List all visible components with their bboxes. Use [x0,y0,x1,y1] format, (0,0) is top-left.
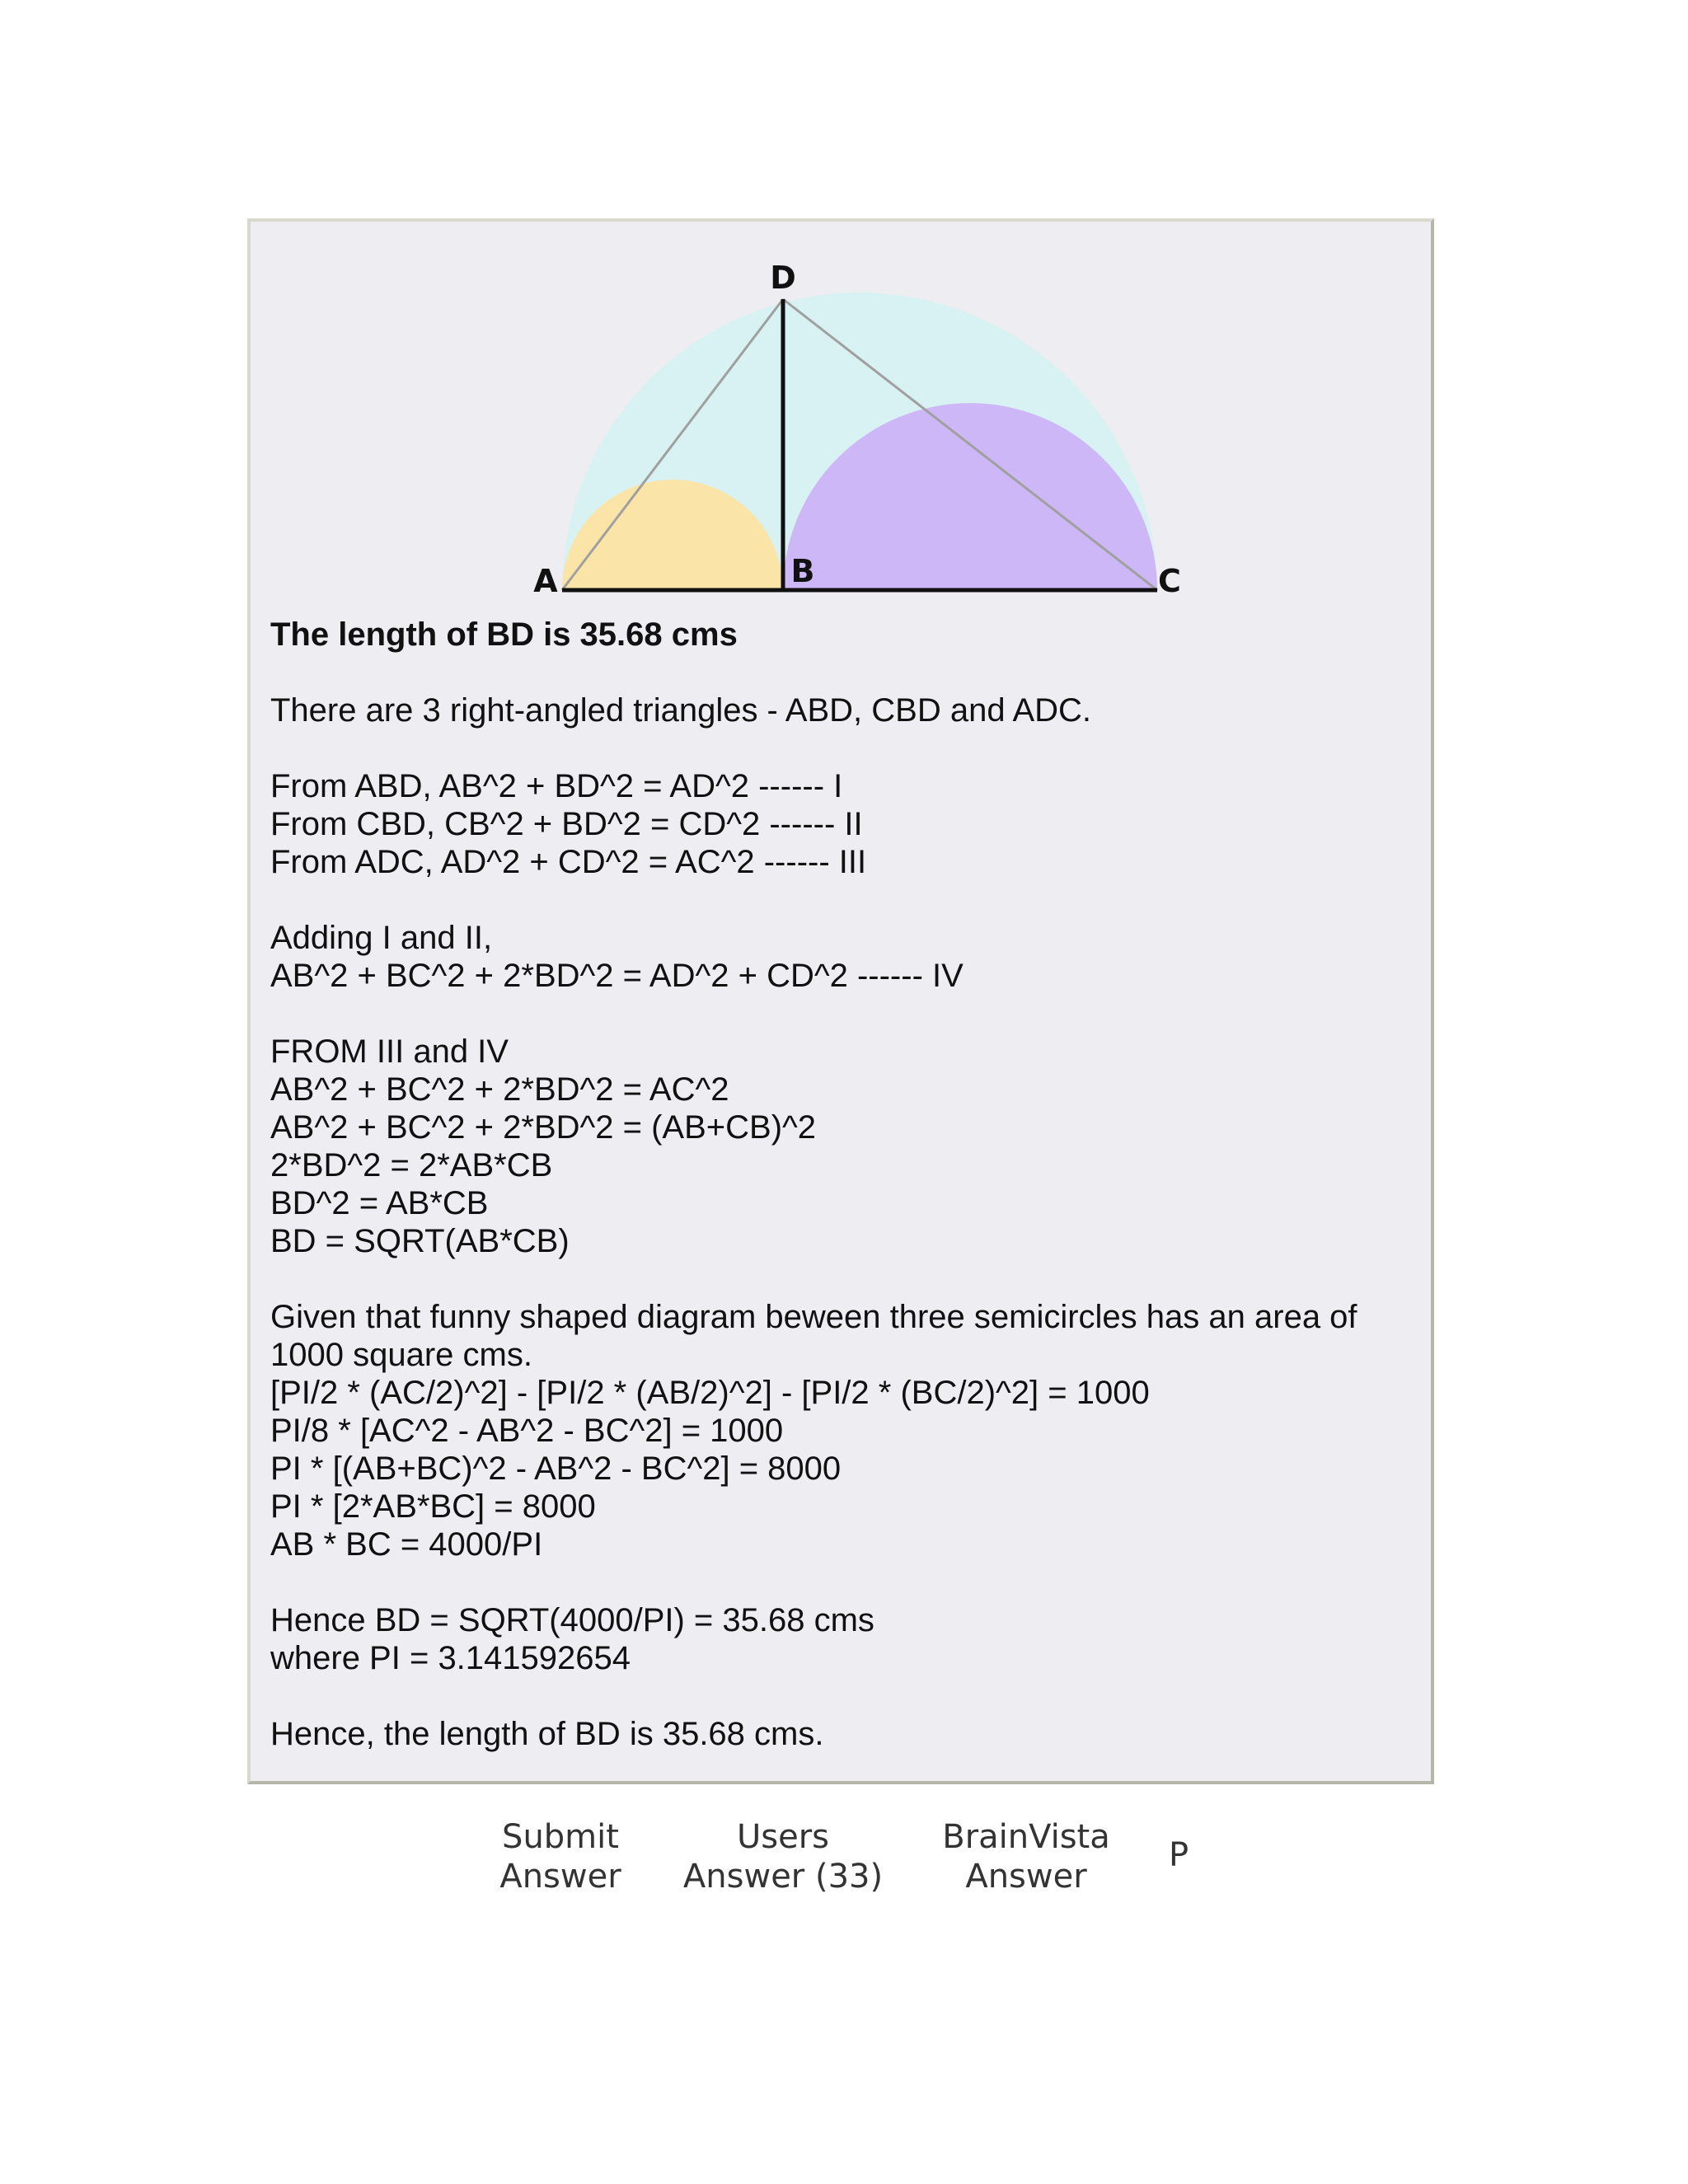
answer-heading-text: The length of BD is 35.68 cms [270,616,738,653]
users-answer-line-1: Users [736,1818,829,1856]
derivation-paragraph [270,1033,1416,1260]
equation-line: From CBD, CB^2 + BD^2 = CD^2 ------ II [270,806,863,842]
semicircle-diagram [514,242,1181,599]
derivation-line: AB^2 + BC^2 + 2*BD^2 = AC^2 [270,1071,729,1108]
p-link-label: P [1168,1836,1189,1874]
area-paragraph [270,1298,1416,1563]
equation-line: From ADC, AD^2 + CD^2 = AC^2 ------ III [270,844,867,880]
semicircle-diagram-svg [514,242,1181,599]
brainvista-answer-line-2: Answer [965,1858,1087,1896]
p-link[interactable] [1154,1835,1203,1875]
conclusion-paragraph [270,1715,1416,1753]
intro-line: There are 3 right-angled triangles - ABD, CBD and ADC. [270,692,1092,729]
result-line: where PI = 3.141592654 [270,1640,631,1676]
adding-paragraph [270,919,1416,995]
users-answer-line-2: Answer (33) [682,1858,884,1896]
submit-answer-line-1: Submit [502,1818,619,1856]
answer-heading [270,616,1416,654]
intro-paragraph [270,691,1416,729]
label-d: D [770,260,796,296]
area-line: AB * BC = 4000/PI [270,1526,543,1563]
solution-text [270,616,1416,1753]
derivation-line: BD = SQRT(AB*CB) [270,1223,570,1259]
derivation-line: BD^2 = AB*CB [270,1185,489,1221]
answer-navigation [0,1817,1688,1908]
label-a: A [533,563,558,599]
brainvista-answer-line-1: BrainVista [942,1818,1110,1856]
label-b: B [790,553,815,589]
area-line: PI * [2*AB*BC] = 8000 [270,1488,596,1525]
brainvista-answer-link[interactable] [923,1817,1129,1896]
submit-answer-line-2: Answer [499,1858,621,1896]
submit-answer-link[interactable] [478,1817,643,1896]
derivation-line: FROM III and IV [270,1033,509,1070]
result-paragraph [270,1601,1416,1677]
derivation-line: 2*BD^2 = 2*AB*CB [270,1147,553,1183]
derivation-line: AB^2 + BC^2 + 2*BD^2 = (AB+CB)^2 [270,1109,817,1146]
area-line: PI * [(AB+BC)^2 - AB^2 - BC^2] = 8000 [270,1451,842,1487]
conclusion-line: Hence, the length of BD is 35.68 cms. [270,1716,824,1752]
area-line: Given that funny shaped diagram beween three semicircles has an area of 1000 square cms. [270,1299,1357,1373]
users-answer-link[interactable] [668,1817,898,1896]
adding-line: AB^2 + BC^2 + 2*BD^2 = AD^2 + CD^2 ------ IV [270,958,964,994]
equation-line: From ABD, AB^2 + BD^2 = AD^2 ------ I [270,768,843,804]
answer-panel [247,218,1434,1784]
result-line: Hence BD = SQRT(4000/PI) = 35.68 cms [270,1602,874,1638]
label-c: C [1158,563,1181,599]
area-line: [PI/2 * (AC/2)^2] - [PI/2 * (AB/2)^2] - [PI/2 * (BC/2)^2] = 1000 [270,1375,1150,1411]
equations-paragraph [270,767,1416,881]
adding-line: Adding I and II, [270,920,493,956]
area-line: PI/8 * [AC^2 - AB^2 - BC^2] = 1000 [270,1413,784,1449]
